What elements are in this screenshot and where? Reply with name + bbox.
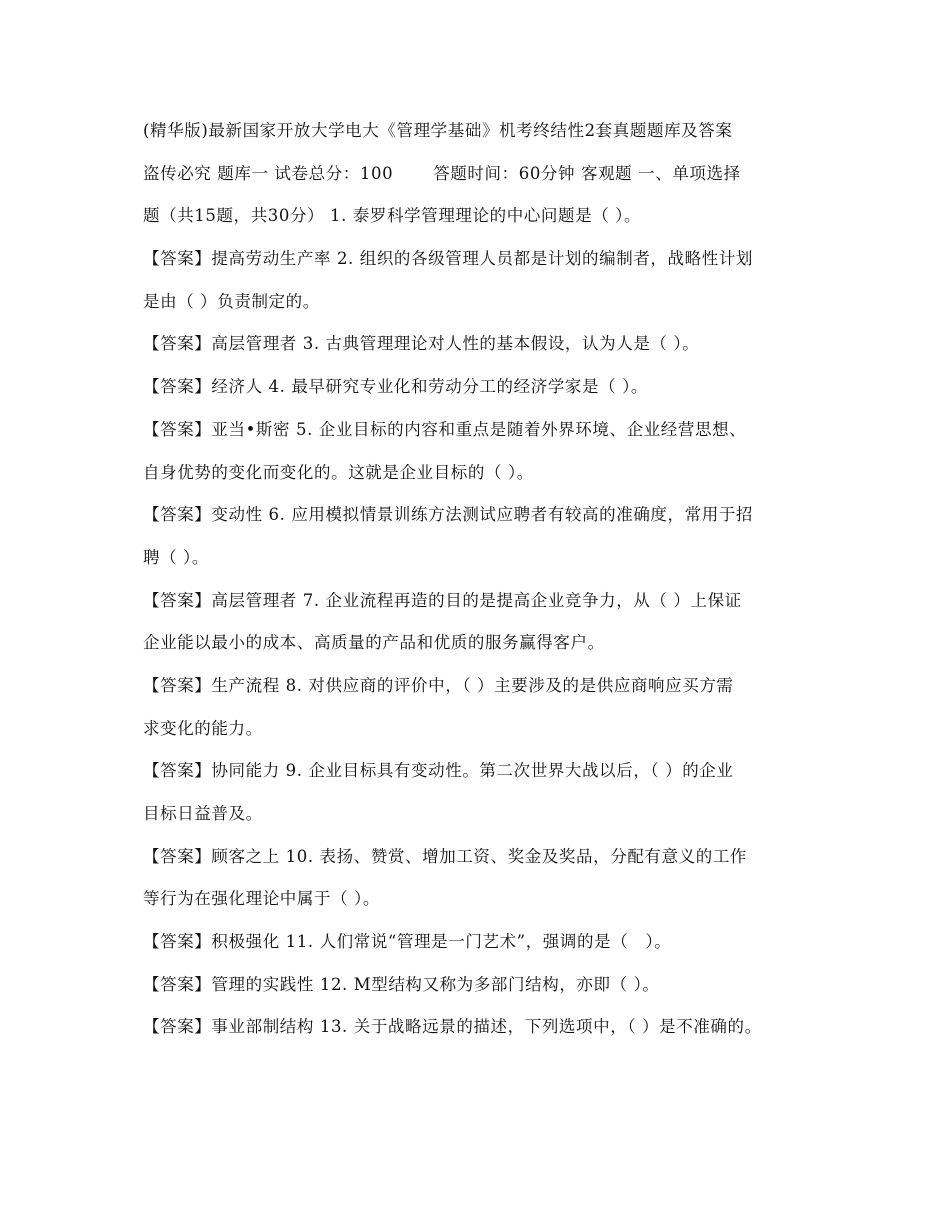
text-line: 【答案】协同能力 9. 企业目标具有变动性。第二次世界大战以后，（ ）的企业 (143, 761, 734, 781)
text-line: 是由（ ）负责制定的。 (143, 291, 320, 311)
text-line: 【答案】事业部制结构 13. 关于战略远景的描述，下列选项中，（ ）是不准确的。 (143, 1017, 762, 1037)
text-line: 聘（ ）。 (143, 547, 209, 567)
document-body (143, 110, 863, 1049)
text-line: 题（共15题，共30分） 1. 泰罗科学管理理论的中心问题是（ ）。 (143, 206, 642, 226)
text-line: 等行为在强化理论中属于（ ）。 (143, 889, 380, 909)
text-line: 【答案】亚当•斯密 5. 企业目标的内容和重点是随着外界环境、企业经营思想、 (143, 419, 747, 439)
text-line: 盗传必究 题库一 试卷总分：100 答题时间：60分钟 客观题 一、单项选择 (143, 163, 741, 183)
text-line: 【答案】生产流程 8. 对供应商的评价中，（ ）主要涉及的是供应商响应买方需 (143, 675, 734, 695)
text-line: 自身优势的变化而变化的。这就是企业目标的（ ）。 (143, 462, 534, 482)
text-line: 【答案】顾客之上 10. 表扬、赞赏、增加工资、奖金及奖品，分配有意义的工作 (143, 846, 748, 866)
text-line: 【答案】变动性 6. 应用模拟情景训练方法测试应聘者有较高的准确度，常用于招 (143, 505, 754, 525)
text-line: 【答案】积极强化 11. 人们常说“管理是一门艺术”，强调的是（ ）。 (143, 932, 672, 952)
text-line: 【答案】管理的实践性 12. M型结构又称为多部门结构，亦即（ ）。 (143, 974, 660, 994)
text-line: 【答案】高层管理者 3. 古典管理理论对人性的基本假设，认为人是（ ）。 (143, 334, 700, 354)
document-title: (精华版)最新国家开放大学电大《管理学基础》机考终结性2套真题题库及答案 (143, 121, 733, 140)
text-line: 【答案】提高劳动生产率 2. 组织的各级管理人员都是计划的编制者，战略性计划 (143, 249, 754, 269)
text-line: 【答案】经济人 4. 最早研究专业化和劳动分工的经济学家是（ ）。 (143, 377, 649, 397)
text-line: 【答案】高层管理者 7. 企业流程再造的目的是提高企业竞争力，从（ ）上保证 (143, 590, 742, 610)
text-line: 目标日益普及。 (143, 804, 263, 823)
text-line: 求变化的能力。 (143, 718, 263, 738)
text-line: 企业能以最小的成本、高质量的产品和优质的服务赢得客户。 (143, 633, 605, 653)
